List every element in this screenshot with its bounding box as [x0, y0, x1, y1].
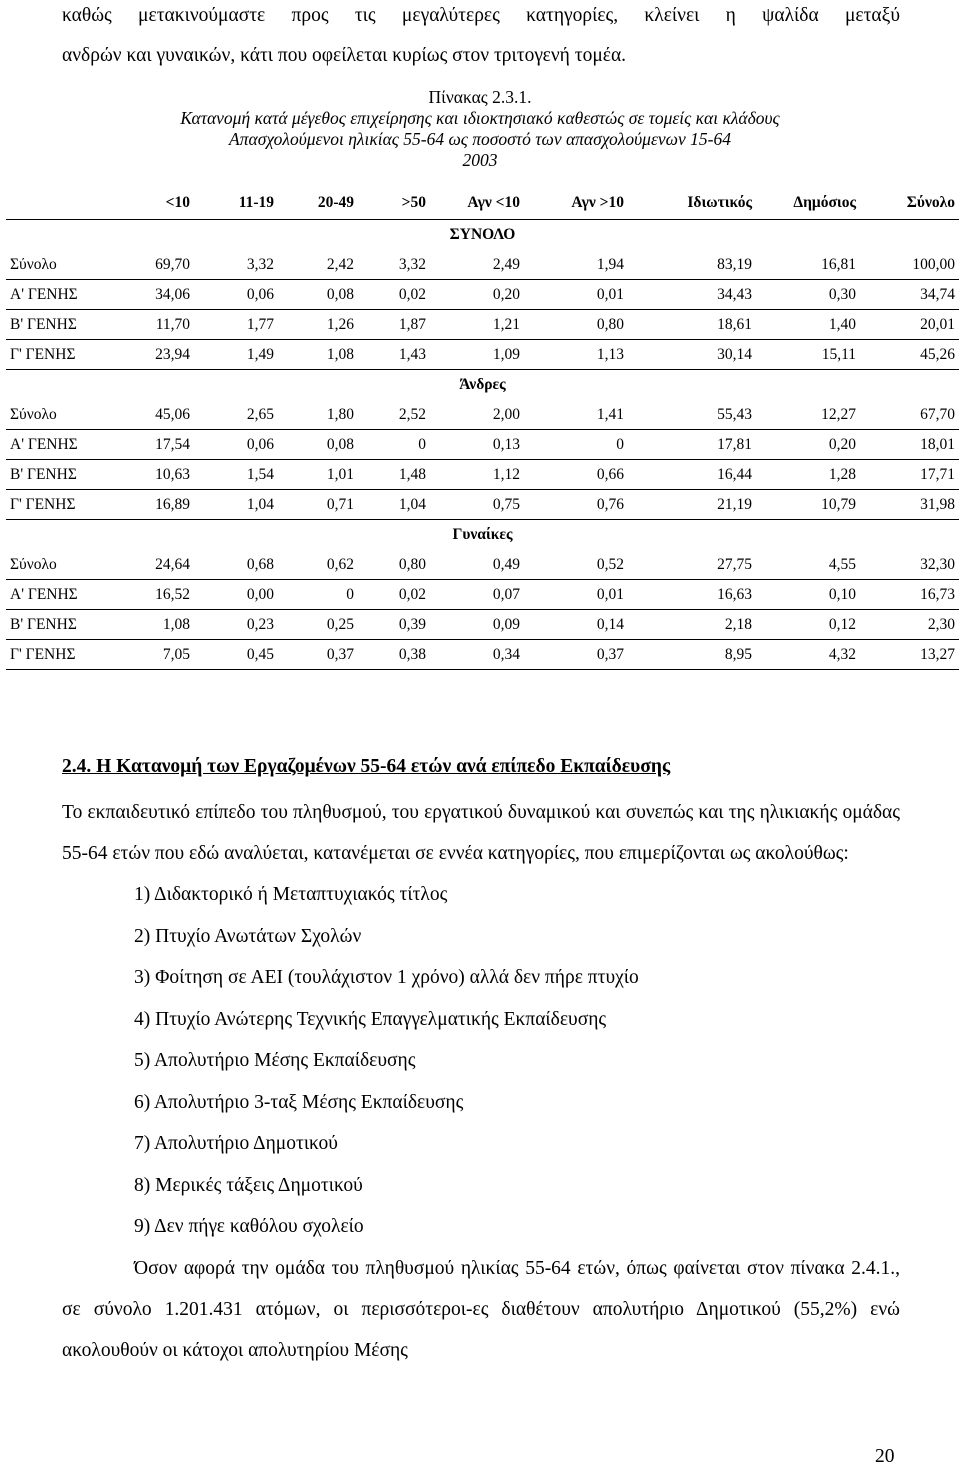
table-cell: 17,71	[860, 460, 959, 490]
table-cell: 67,70	[860, 400, 959, 430]
table-cell: 18,61	[628, 310, 756, 340]
table-cell: 17,54	[106, 430, 194, 460]
table-cell: 1,08	[106, 610, 194, 640]
table-cell: 1,09	[430, 340, 524, 370]
table-cell: 0,13	[430, 430, 524, 460]
table-title-line-1: Κατανομή κατά μέγεθος επιχείρησης και ιδιοκτησιακό καθεστώς σε τομείς και κλάδους	[180, 108, 780, 128]
table-cell: 12,27	[756, 400, 860, 430]
column-header: Αγν >10	[524, 186, 628, 220]
section-title-row	[6, 370, 959, 401]
table-cell: 1,26	[278, 310, 358, 340]
table-cell: 1,94	[524, 250, 628, 280]
table-cell: 21,19	[628, 490, 756, 520]
table-cell: 0,00	[194, 580, 278, 610]
table-cell: 2,00	[430, 400, 524, 430]
table-row	[6, 490, 959, 520]
table-cell: 1,01	[278, 460, 358, 490]
table-cell: 16,44	[628, 460, 756, 490]
table-cell: 18,01	[860, 430, 959, 460]
table-cell: 15,11	[756, 340, 860, 370]
table-cell: 1,21	[430, 310, 524, 340]
section-title: ΣΥΝΟΛΟ	[449, 226, 516, 243]
table-cell: 13,27	[860, 640, 959, 670]
table-cell: 0,08	[278, 430, 358, 460]
section-paragraph-2: Όσον αφορά την ομάδα του πληθυσμού ηλικίας 55-64 ετών, όπως φαίνεται στον πίνακα 2.4.1., σε σύνολο 1.201.431 ατόμων, οι περισσότεροι-ες διαθέτουν απολυτήριο Δημοτικού (55,2%) ενώ ακολουθούν οι κάτοχοι απολυτηρίου Μέσης	[62, 1257, 900, 1361]
row-label: Β' ΓΕΝΗΣ	[6, 460, 106, 490]
table-cell: 34,06	[106, 280, 194, 310]
education-levels-list	[62, 874, 900, 1248]
table-cell: 45,26	[860, 340, 959, 370]
table-cell: 0,30	[756, 280, 860, 310]
table-cell: 0,37	[278, 640, 358, 670]
table-cell: 23,94	[106, 340, 194, 370]
table-header-row	[6, 186, 959, 220]
table-cell: 0,49	[430, 550, 524, 580]
table-cell: 1,49	[194, 340, 278, 370]
table-cell: 0,01	[524, 580, 628, 610]
table-cell: 0,10	[756, 580, 860, 610]
section-heading: 2.4. Η Κατανομή των Εργαζομένων 55-64 ετών ανά επίπεδο Εκπαίδευσης	[62, 756, 671, 777]
table-cell: 3,32	[194, 250, 278, 280]
column-header: Αγν <10	[430, 186, 524, 220]
table-row	[6, 280, 959, 310]
table-cell: 0,45	[194, 640, 278, 670]
page-number: 20	[875, 1446, 895, 1467]
table-cell: 0,06	[194, 280, 278, 310]
header-empty	[6, 186, 106, 220]
table-row	[6, 400, 959, 430]
table-cell: 100,00	[860, 250, 959, 280]
section-paragraph-1: Το εκπαιδευτικό επίπεδο του πληθυσμού, του εργατικού δυναμικού και συνεπώς και της ηλικιακής ομάδας 55-64 ετών που εδώ αναλύεται, κατανέμεται σε εννέα κατηγορίες, που επιμερίζονται ως ακολούθως:	[62, 802, 900, 864]
table-year: 2003	[462, 150, 498, 170]
row-label: Α' ΓΕΝΗΣ	[6, 430, 106, 460]
table-cell: 0,37	[524, 640, 628, 670]
table-cell: 0	[358, 430, 430, 460]
list-item: 3) Φοίτηση σε ΑΕΙ (τουλάχιστον 1 χρόνο) αλλά δεν πήρε πτυχίο	[134, 967, 639, 988]
table-cell: 0,38	[358, 640, 430, 670]
list-item: 8) Μερικές τάξεις Δημοτικού	[134, 1174, 363, 1196]
table-cell: 0,08	[278, 280, 358, 310]
table-cell: 1,04	[194, 490, 278, 520]
table-cell: 0,76	[524, 490, 628, 520]
table-cell: 17,81	[628, 430, 756, 460]
row-label: Β' ΓΕΝΗΣ	[6, 610, 106, 640]
table-cell: 16,81	[756, 250, 860, 280]
list-item: 5) Απολυτήριο Μέσης Εκπαίδευσης	[134, 1050, 416, 1071]
table-cell: 1,13	[524, 340, 628, 370]
table-cell: 31,98	[860, 490, 959, 520]
table-cell: 4,55	[756, 550, 860, 580]
column-header: Σύνολο	[860, 186, 959, 220]
list-item: 2) Πτυχίο Ανωτάτων Σχολών	[134, 925, 362, 947]
table-cell: 1,12	[430, 460, 524, 490]
table-cell: 0,62	[278, 550, 358, 580]
table-cell: 0,39	[358, 610, 430, 640]
table-cell: 1,40	[756, 310, 860, 340]
row-label: Γ' ΓΕΝΗΣ	[6, 640, 106, 670]
table-cell: 0,06	[194, 430, 278, 460]
table-cell: 30,14	[628, 340, 756, 370]
table-cell: 16,89	[106, 490, 194, 520]
table-cell: 7,05	[106, 640, 194, 670]
list-item: 7) Απολυτήριο Δημοτικού	[134, 1133, 338, 1154]
table-cell: 2,18	[628, 610, 756, 640]
table-row	[6, 430, 959, 460]
section-title-row	[6, 220, 959, 251]
table-cell: 20,01	[860, 310, 959, 340]
table-cell: 0,66	[524, 460, 628, 490]
table-cell: 11,70	[106, 310, 194, 340]
table-cell: 1,48	[358, 460, 430, 490]
table-cell: 16,73	[860, 580, 959, 610]
table-cell: 27,75	[628, 550, 756, 580]
table-cell: 0,25	[278, 610, 358, 640]
table-cell: 0,23	[194, 610, 278, 640]
table-cell: 1,77	[194, 310, 278, 340]
table-row	[6, 340, 959, 370]
table-cell: 1,87	[358, 310, 430, 340]
column-header: <10	[106, 186, 194, 220]
table-cell: 8,95	[628, 640, 756, 670]
table-row	[6, 460, 959, 490]
table-cell: 69,70	[106, 250, 194, 280]
education-section	[62, 747, 900, 1371]
table-cell: 0,14	[524, 610, 628, 640]
row-label: Γ' ΓΕΝΗΣ	[6, 340, 106, 370]
column-header: 20-49	[278, 186, 358, 220]
list-item: 4) Πτυχίο Ανώτερης Τεχνικής Επαγγελματικής Εκπαίδευσης	[134, 1008, 607, 1030]
intro-line-2: ανδρών και γυναικών, κάτι που οφείλεται κυρίως στον τριτογενή τομέα.	[62, 45, 627, 66]
table-cell: 0,68	[194, 550, 278, 580]
list-item: 9) Δεν πήγε καθόλου σχολείο	[134, 1216, 364, 1237]
table-row	[6, 310, 959, 340]
section-title: Γυναίκες	[452, 526, 513, 543]
list-item: 1) Διδακτορικό ή Μεταπτυχιακός τίτλος	[134, 884, 448, 905]
table-cell: 0,75	[430, 490, 524, 520]
section-title: Άνδρες	[459, 376, 506, 393]
table-title-line-2: Απασχολούμενοι ηλικίας 55-64 ως ποσοστό των απασχολούμενων 15-64	[229, 129, 731, 149]
table-cell: 1,80	[278, 400, 358, 430]
table-cell: 24,64	[106, 550, 194, 580]
row-label: Σύνολο	[6, 250, 106, 280]
table-cell: 2,49	[430, 250, 524, 280]
table-cell: 0,02	[358, 580, 430, 610]
intro-line-1: καθώς μετακινούμαστε προς τις μεγαλύτερες κατηγορίες, κλείνει η ψαλίδα μεταξύ	[62, 5, 900, 26]
table-cell: 45,06	[106, 400, 194, 430]
table-cell: 2,65	[194, 400, 278, 430]
table-cell: 0,20	[756, 430, 860, 460]
table-cell: 2,52	[358, 400, 430, 430]
intro-text	[62, 0, 900, 76]
row-label: Γ' ΓΕΝΗΣ	[6, 490, 106, 520]
table-cell: 55,43	[628, 400, 756, 430]
table-body	[6, 220, 959, 670]
table-cell: 10,63	[106, 460, 194, 490]
table-cell: 34,43	[628, 280, 756, 310]
column-header: 11-19	[194, 186, 278, 220]
row-label: Α' ΓΕΝΗΣ	[6, 580, 106, 610]
table-cell: 16,52	[106, 580, 194, 610]
table-cell: 16,63	[628, 580, 756, 610]
table-row	[6, 580, 959, 610]
table-cell: 0,34	[430, 640, 524, 670]
table-cell: 32,30	[860, 550, 959, 580]
row-label: Σύνολο	[6, 400, 106, 430]
table-cell: 1,08	[278, 340, 358, 370]
table-number: Πίνακας 2.3.1.	[428, 87, 532, 107]
table-cell: 0,02	[358, 280, 430, 310]
table-cell: 0,80	[358, 550, 430, 580]
table-row	[6, 550, 959, 580]
table-cell: 0	[278, 580, 358, 610]
row-label: Α' ΓΕΝΗΣ	[6, 280, 106, 310]
table-cell: 2,30	[860, 610, 959, 640]
table-cell: 0,20	[430, 280, 524, 310]
table-cell: 1,04	[358, 490, 430, 520]
column-header: Ιδιωτικός	[628, 186, 756, 220]
table-cell: 34,74	[860, 280, 959, 310]
list-item: 6) Απολυτήριο 3-ταξ Μέσης Εκπαίδευσης	[134, 1091, 464, 1113]
table-cell: 4,32	[756, 640, 860, 670]
section-title-row	[6, 520, 959, 551]
table-cell: 3,32	[358, 250, 430, 280]
table-caption	[0, 87, 960, 171]
table-row	[6, 250, 959, 280]
column-header: >50	[358, 186, 430, 220]
table-cell: 1,43	[358, 340, 430, 370]
table-row	[6, 640, 959, 670]
table-cell: 1,28	[756, 460, 860, 490]
table-cell: 2,42	[278, 250, 358, 280]
column-header: Δημόσιος	[756, 186, 860, 220]
table-cell: 0,52	[524, 550, 628, 580]
row-label: Β' ΓΕΝΗΣ	[6, 310, 106, 340]
table-cell: 0,07	[430, 580, 524, 610]
table-cell: 10,79	[756, 490, 860, 520]
row-label: Σύνολο	[6, 550, 106, 580]
table-cell: 0,71	[278, 490, 358, 520]
table-cell: 0,09	[430, 610, 524, 640]
table-cell: 0,80	[524, 310, 628, 340]
table-cell: 1,41	[524, 400, 628, 430]
table-cell: 0,01	[524, 280, 628, 310]
table-cell: 0	[524, 430, 628, 460]
table-cell: 1,54	[194, 460, 278, 490]
table-row	[6, 610, 959, 640]
table-cell: 0,12	[756, 610, 860, 640]
data-table	[6, 186, 959, 670]
table-cell: 83,19	[628, 250, 756, 280]
